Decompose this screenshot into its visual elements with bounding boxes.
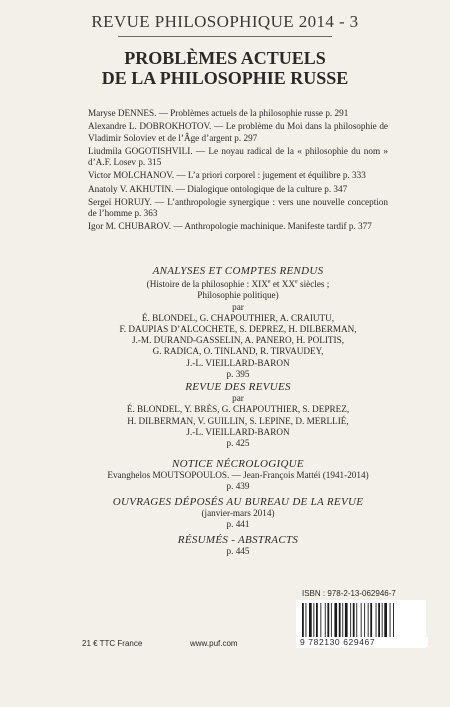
revues-names-2: H. DILBERMAN, V. GUILLIN, S. LEPINE, D. MERLLIÉ,: [127, 415, 349, 426]
isbn-text: ISBN : 978-2-13-062946-7: [302, 589, 396, 598]
barcode-bar: [339, 603, 341, 637]
toc-page: p. 291: [325, 108, 349, 118]
resumes-page: p. 445: [226, 546, 250, 557]
toc-page: p. 333: [342, 170, 366, 181]
revues-section: [88, 382, 388, 449]
ouvrages-title: OUVRAGES DÉPOSÉS AU BUREAU DE LA REVUE: [112, 496, 364, 508]
table-of-contents: [88, 108, 388, 234]
analyses-names-1: É. BLONDEL, G. CHAPOUTHIER, A. CRAIUTU,: [141, 312, 335, 323]
analyses-par: par: [232, 301, 244, 312]
toc-text: — Le problème du Moi dans la philosophie de Vladimir Soloviev et de l’Âge d’argent: [88, 121, 388, 143]
toc-text: — L’anthropologie synergique : vers une nouvelle conception de l’homme: [88, 196, 388, 219]
barcode-icon: [296, 600, 426, 638]
analyses-names-5: J.-L. VIEILLARD-BARON: [186, 357, 290, 368]
toc-text: — Anthropologie machinique. Manifeste tardif: [173, 221, 347, 232]
ouvrages-section: [88, 497, 388, 531]
issue-title: [0, 48, 450, 88]
header-divider: [118, 36, 332, 37]
barcode-bar: [353, 603, 355, 637]
barcode-bar: [331, 603, 332, 637]
toc-author: Igor M. CHUBAROV.: [88, 221, 172, 232]
toc-page: p. 315: [138, 157, 162, 168]
barcode-bar: [334, 603, 337, 637]
notice-section: [88, 459, 388, 493]
barcode-bar: [368, 603, 369, 637]
barcode-bar: [390, 603, 391, 637]
toc-page: p. 347: [324, 183, 348, 194]
barcode-bar: [316, 603, 318, 637]
analyses-page: p. 395: [226, 368, 250, 379]
analyses-names-4: G. RADICA, O. TINLAND, R. TIRVAUDEY,: [152, 346, 324, 357]
resumes-section: [88, 535, 388, 557]
toc-page: p. 377: [348, 221, 372, 232]
barcode-bar: [376, 603, 377, 637]
ouvrages-subtitle: (janvier-mars 2014): [201, 508, 275, 519]
toc-text: — Dialogique ontologique de la culture: [175, 183, 322, 194]
toc-entry: [88, 121, 388, 144]
barcode-bar: [313, 603, 314, 637]
barcode-bar: [345, 603, 348, 637]
toc-page: p. 297: [234, 132, 258, 143]
revues-page: p. 425: [226, 438, 250, 449]
toc-author: Liudmila GOGOTISHVILI.: [88, 145, 193, 156]
barcode-bar: [361, 603, 362, 637]
barcode-bar: [320, 603, 321, 637]
revues-par: par: [232, 393, 244, 404]
notice-line: Evanghelos MOUTSOPOULOS. — Jean-François Mattéi (1941-2014): [107, 470, 369, 481]
issue-title-line-2: DE LA PHILOSOPHIE RUSSE: [101, 68, 349, 88]
analyses-names-3: J.-M. DURAND-GASSELIN, A. PANERO, H. POLITIS,: [131, 335, 344, 346]
revues-title: REVUE DES REVUES: [185, 381, 291, 393]
notice-page: p. 439: [226, 481, 250, 492]
analyses-subtitle-1: (Histoire de la philosophie : XIXe et XXe siècles ;: [146, 279, 330, 290]
toc-entry: [88, 184, 388, 196]
toc-entry: [88, 170, 388, 182]
issue-title-line-1: PROBLÈMES ACTUELS: [124, 48, 326, 68]
notice-title: NOTICE NÉCROLOGIQUE: [172, 458, 304, 470]
price: 21 € TTC France: [82, 639, 143, 648]
barcode-bar: [302, 603, 304, 637]
toc-page: p. 363: [134, 208, 158, 219]
analyses-section: [88, 266, 388, 380]
toc-entry: [88, 146, 388, 169]
journal-title: REVUE PHILOSOPHIQUE 2014 - 3: [91, 12, 359, 31]
barcode-bar: [393, 603, 394, 637]
barcode-bar: [327, 603, 329, 637]
toc-author: Maryse DENNES.: [88, 108, 157, 118]
toc-text: — L’a priori corporel : jugement et équilibre: [176, 170, 341, 181]
barcode-bar: [370, 603, 372, 637]
revues-names-1: É. BLONDEL, Y. BRÈS, G. CHAPOUTHIER, S. DEPREZ,: [126, 404, 350, 415]
toc-entry: [88, 221, 388, 233]
barcode-bar: [364, 603, 365, 637]
barcode-bar: [325, 603, 326, 637]
toc-author: Alexandre L. DOBROKHOTOV.: [88, 121, 212, 132]
toc-author: Anatoly V. AKHUTIN.: [88, 183, 174, 194]
barcode-bar: [309, 603, 312, 637]
ouvrages-page: p. 441: [226, 519, 250, 530]
barcode-bar: [350, 603, 351, 637]
barcode-bar: [378, 603, 380, 637]
barcode-digits: 9 782130 629467: [298, 637, 428, 647]
resumes-title: RÉSUMÉS - ABSTRACTS: [177, 534, 299, 546]
barcode-bar: [382, 603, 383, 637]
analyses-title: ANALYSES ET COMPTES RENDUS: [152, 265, 324, 277]
toc-entry: [88, 108, 388, 120]
analyses-subtitle-2: Philosophie politique): [197, 290, 279, 301]
website: www.puf.com: [190, 639, 238, 648]
barcode-bar: [384, 603, 387, 637]
toc-text: — Problèmes actuels de la philosophie russe: [158, 108, 324, 118]
toc-entry: [88, 197, 388, 220]
barcode-bar: [342, 603, 343, 637]
revues-names-3: J.-L. VIEILLARD-BARON: [186, 426, 290, 437]
toc-text: — Le noyau radical de la « philosophie du nom » d’A.F. Losev: [88, 145, 388, 168]
barcode-bar: [306, 603, 307, 637]
toc-author: Victor MOLCHANOV.: [88, 170, 175, 181]
toc-author: Sergeï HORUJY.: [88, 196, 152, 207]
barcode-bar: [356, 603, 357, 637]
analyses-names-2: F. DAUPIAS D’ALCOCHETE, S. DEPREZ, H. DILBERMAN,: [119, 324, 357, 335]
